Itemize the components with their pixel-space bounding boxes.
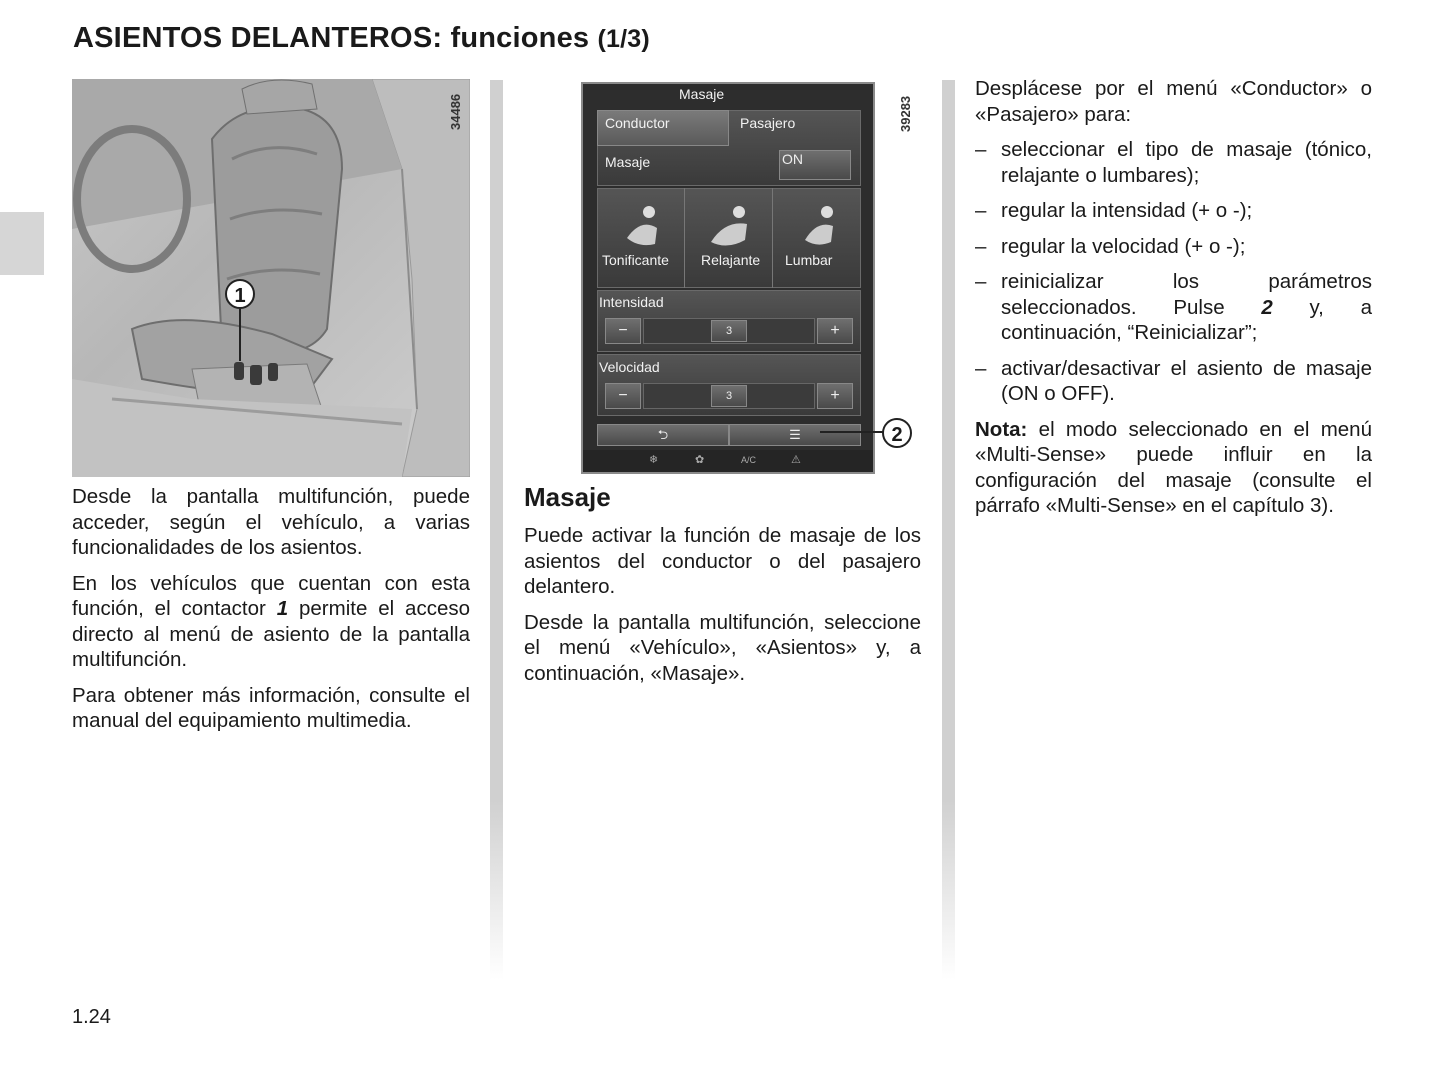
list-item [975,269,1372,346]
column-3 [975,76,1372,529]
ac-icon[interactable]: A/C [741,455,757,465]
intensity-label: Intensidad [599,294,664,310]
item4-end: y, a continuación, “Reinicializar”; [1001,295,1372,344]
contactor-ref: 1 [276,597,289,620]
lumbar-icon [773,198,861,258]
warning-icon[interactable]: ⚠ [791,454,801,466]
mode-relajante[interactable] [685,188,773,288]
list-item: – regular la intensidad (+ o -); [975,198,1372,224]
page-number: 1.24 [72,1006,111,1028]
massage-screen [581,82,875,474]
column-1 [72,484,470,744]
options-list [975,137,1372,407]
col2-paragraph-2: Desde la pantalla multifunción, seleccione el menú «Vehículo», «Asientos» y, a continuación, «Masaje». [524,610,921,685]
note-label: Nota: [975,417,1028,441]
back-icon: ⮌ [657,427,669,442]
list-item: – activar/desactivar el asiento de masaje (ON o OFF). [975,356,1372,407]
page-title [73,22,650,55]
figure-1-code: 34486 [448,93,463,130]
callout-2: 2 [882,418,912,448]
callout-1: 1 [225,279,255,309]
col3-intro: Desplácese por el menú «Conductor» o «Pasajero» para: [975,77,1372,126]
intensity-value[interactable]: 3 [711,320,747,342]
col1-paragraph-3: Para obtener más información, consulte el manual del equipamiento multimedia. [72,683,470,732]
menu-icon: ☰ [789,427,801,442]
back-button[interactable] [597,424,729,446]
mode-lumbar-label: Lumbar [785,252,833,268]
col1-paragraph-2 [72,571,470,673]
list-item: – seleccionar el tipo de masaje (tónico, relajante o lumbares); [975,137,1372,188]
tab-driver-label: Conductor [605,115,670,131]
title-fraction: (1/3) [597,25,650,53]
mode-lumbar[interactable] [773,188,861,288]
intensity-minus-button[interactable]: − [605,318,641,344]
section-heading-masaje: Masaje [524,482,611,512]
col1-paragraph-1: Desde la pantalla multifunción, puede acceder, según el vehículo, a varias funcionalidades de los asientos. [72,485,470,559]
mode-tonificante[interactable] [597,188,685,288]
button-ref: 2 [1261,295,1273,319]
intensity-plus-button[interactable]: + [817,318,853,344]
tab-passenger-label[interactable]: Pasajero [740,115,796,131]
toggle-label: ON [782,151,803,167]
seat-illustration [72,79,470,477]
col1-p2-end: permite el acceso directo al menú de asiento de la pantalla multifunción. [72,597,470,671]
fan-icon[interactable]: ✿ [695,454,705,466]
mode-tonificante-label: Tonificante [602,252,669,268]
column-divider-2 [942,80,955,980]
tonificante-icon [597,198,685,258]
speed-value[interactable]: 3 [711,385,747,407]
figure-2-code: 39283 [898,95,913,132]
col1-p2-start: En los vehículos que cuentan con esta función, el contactor [72,571,470,620]
massage-toggle[interactable] [779,150,851,180]
note-text: el modo seleccionado en el menú «Multi-Sense» puede influir en la configuración del masaje (consulte el párrafo «Multi-Sense» en el capítulo 3). [975,417,1372,517]
relajante-icon [685,198,773,258]
title-main: ASIENTOS DELANTEROS: [73,22,443,54]
seat-figure [72,79,470,477]
speed-minus-button[interactable]: − [605,383,641,409]
column-2 [524,523,921,696]
speed-label: Velocidad [599,359,660,375]
note [975,417,1372,519]
item4-start: reinicializar los parámetros seleccionados. Pulse [1001,270,1372,319]
massage-row-label: Masaje [605,154,651,170]
list-item: – regular la velocidad (+ o -); [975,234,1372,260]
col2-paragraph-1: Puede activar la función de masaje de los asientos del conductor o del pasajero delantero. [524,524,921,598]
screen-title: Masaje [679,86,725,102]
column-divider-1 [490,80,503,980]
mode-relajante-label: Relajante [701,252,761,268]
section-tab [0,212,44,275]
status-bar [583,450,873,472]
speed-plus-button[interactable]: + [817,383,853,409]
climate-icon[interactable]: ❄ [649,454,659,466]
title-sub: funciones [450,22,590,54]
